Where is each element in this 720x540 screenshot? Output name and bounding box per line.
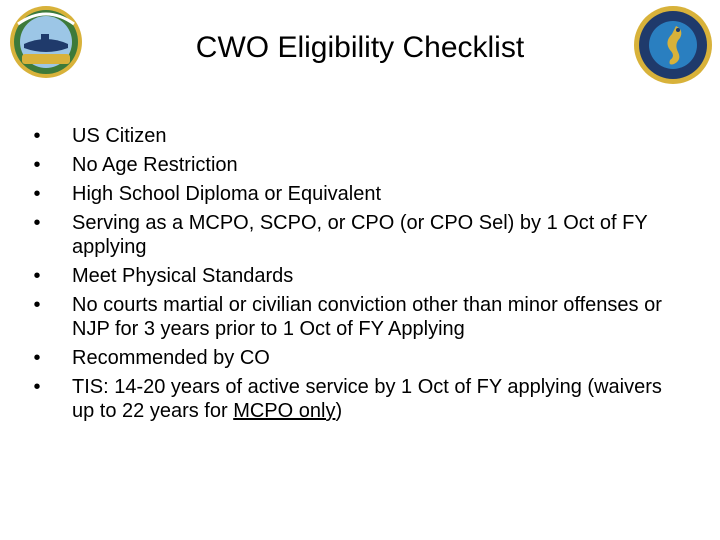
- list-item: [28, 124, 668, 148]
- bullet-icon: •: [33, 154, 41, 176]
- list-item: [28, 375, 668, 423]
- bullet-icon: •: [33, 347, 41, 369]
- bullet-icon: •: [33, 376, 41, 398]
- bullet-icon: •: [33, 294, 41, 316]
- seahorse-emblem-icon: [632, 4, 714, 86]
- item-text: [72, 376, 662, 422]
- bullet-icon: •: [33, 125, 41, 147]
- item-text: No Age Restriction: [72, 154, 238, 176]
- item-text: Recommended by CO: [72, 347, 270, 369]
- list-item: [28, 264, 668, 288]
- bullet-icon: •: [33, 183, 41, 205]
- list-item: [28, 211, 668, 259]
- list-item: [28, 153, 668, 177]
- submarine-emblem-icon: [8, 4, 84, 80]
- item-text: No courts martial or civilian conviction other than minor offenses or NJP for 3 years prior to 1 Oct of FY Applying: [72, 294, 662, 340]
- slide-title: CWO Eligibility Checklist: [195, 31, 525, 64]
- bullet-icon: •: [33, 265, 41, 287]
- item-text-start: TIS: 14-20 years of active service by 1 Oct of FY applying (waivers up to 22 years for: [72, 376, 662, 422]
- underlined-text: MCPO only: [233, 400, 336, 422]
- list-item: [28, 346, 668, 370]
- item-text: US Citizen: [72, 125, 167, 147]
- list-item: [28, 182, 668, 206]
- eligibility-list: [28, 124, 668, 428]
- list-item: [28, 293, 668, 341]
- item-text: High School Diploma or Equivalent: [72, 183, 382, 205]
- item-text: Serving as a MCPO, SCPO, or CPO (or CPO Sel) by 1 Oct of FY applying: [72, 212, 648, 258]
- bullet-icon: •: [33, 212, 41, 234]
- item-text-end: ): [335, 400, 343, 422]
- item-text: Meet Physical Standards: [72, 265, 294, 287]
